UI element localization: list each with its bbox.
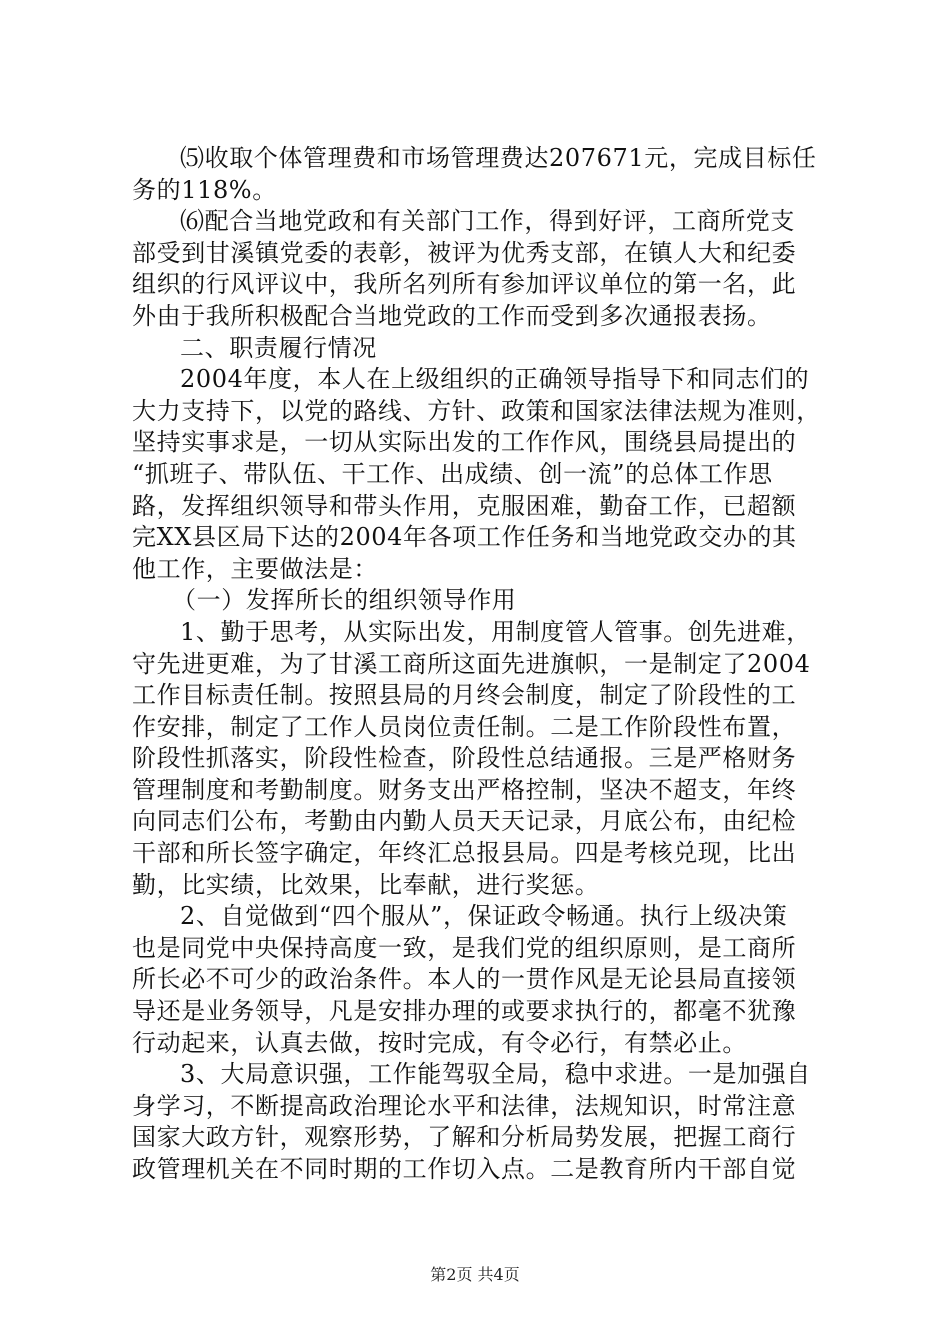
text-line: 1、勤于思考，从实际出发，用制度管人管事。创先进难， <box>180 617 811 646</box>
text-line: 干部和所长签字确定，年终汇总报县局。四是考核兑现，比出 <box>132 839 797 868</box>
text-line: 坚持实事求是，一切从实际出发的工作作风，围绕县局提出的 <box>132 428 797 457</box>
text-line: 外由于我所积极配合当地党政的工作而受到多次通报表扬。 <box>132 301 772 330</box>
text-line: ⑹配合当地党政和有关部门工作，得到好评，工商所党支 <box>180 207 795 236</box>
text-line: 他工作，主要做法是： <box>132 554 378 583</box>
text-line: 二、职责履行情况 <box>180 333 377 362</box>
paragraph-cooperation <box>132 206 832 332</box>
text-line: 完XX县区局下达的2004年各项工作任务和当地党政交办的其 <box>132 523 797 552</box>
text-line: 国家大政方针，观察形势，了解和分析局势发展，把握工商行 <box>132 1123 797 1152</box>
text-line: 路，发挥组织领导和带头作用，克服困难，勤奋工作，已超额 <box>132 491 797 520</box>
text-line: 组织的行风评议中，我所名列所有参加评议单位的第一名，此 <box>132 270 797 299</box>
text-line: 作安排，制定了工作人员岗位责任制。二是工作阶段性布置， <box>132 712 797 741</box>
page-number-footer: 第2页 共4页 <box>430 1265 520 1284</box>
text-line: 导还是业务领导，凡是安排办理的或要求执行的，都毫不犹豫 <box>132 997 797 1026</box>
text-line: 行动起来，认真去做，按时完成，有令必行，有禁必止。 <box>132 1028 747 1057</box>
text-line: 身学习，不断提高政治理论水平和法律，法规知识，时常注意 <box>132 1091 797 1120</box>
section-heading <box>132 333 832 365</box>
paragraph-item-1 <box>132 617 832 901</box>
text-line: 大力支持下，以党的路线、方针、政策和国家法律法规为准则， <box>132 396 821 425</box>
text-line: 也是同党中央保持高度一致，是我们党的组织原则，是工商所 <box>132 933 797 962</box>
text-line: （一）发挥所长的组织领导作用 <box>172 586 517 615</box>
text-line: 2004年度，本人在上级组织的正确领导指导下和同志们的 <box>180 365 810 394</box>
paragraph-item-3 <box>132 1059 832 1185</box>
body-text <box>132 143 832 1186</box>
text-line: 勤，比实绩，比效果，比奉献，进行奖惩。 <box>132 870 600 899</box>
text-line: 部受到甘溪镇党委的表彰，被评为优秀支部，在镇人大和纪委 <box>132 238 797 267</box>
text-line: 守先进更难，为了甘溪工商所这面先进旗帜，一是制定了2004 <box>132 649 811 678</box>
text-line: 3、大局意识强，工作能驾驭全局，稳中求进。一是加强自 <box>180 1060 811 1089</box>
text-line: 管理制度和考勤制度。财务支出严格控制，坚决不超支，年终 <box>132 775 797 804</box>
text-line: 政管理机关在不同时期的工作切入点。二是教育所内干部自觉 <box>132 1155 797 1183</box>
text-line: 所长必不可少的政治条件。本人的一贯作风是无论县局直接领 <box>132 965 797 994</box>
text-line: 阶段性抓落实，阶段性检查，阶段性总结通报。三是严格财务 <box>132 744 797 773</box>
subsection-heading <box>132 585 832 617</box>
text-line: “抓班子、带队伍、干工作、出成绩、创一流”的总体工作思 <box>132 459 773 488</box>
text-line: 向同志们公布，考勤由内勤人员天天记录，月底公布，由纪检 <box>132 807 797 836</box>
text-line: 工作目标责任制。按照县局的月终会制度，制定了阶段性的工 <box>132 681 797 710</box>
paragraph-annual-summary <box>132 364 832 585</box>
paragraph-fee-collection <box>132 143 832 206</box>
text-line: ⑸收取个体管理费和市场管理费达207671元，完成目标任 <box>180 144 817 172</box>
text-line: 2、自觉做到“四个服从”，保证政令畅通。执行上级决策 <box>180 902 788 931</box>
paragraph-item-2 <box>132 901 832 1059</box>
text-line: 务的118%。 <box>132 175 277 204</box>
